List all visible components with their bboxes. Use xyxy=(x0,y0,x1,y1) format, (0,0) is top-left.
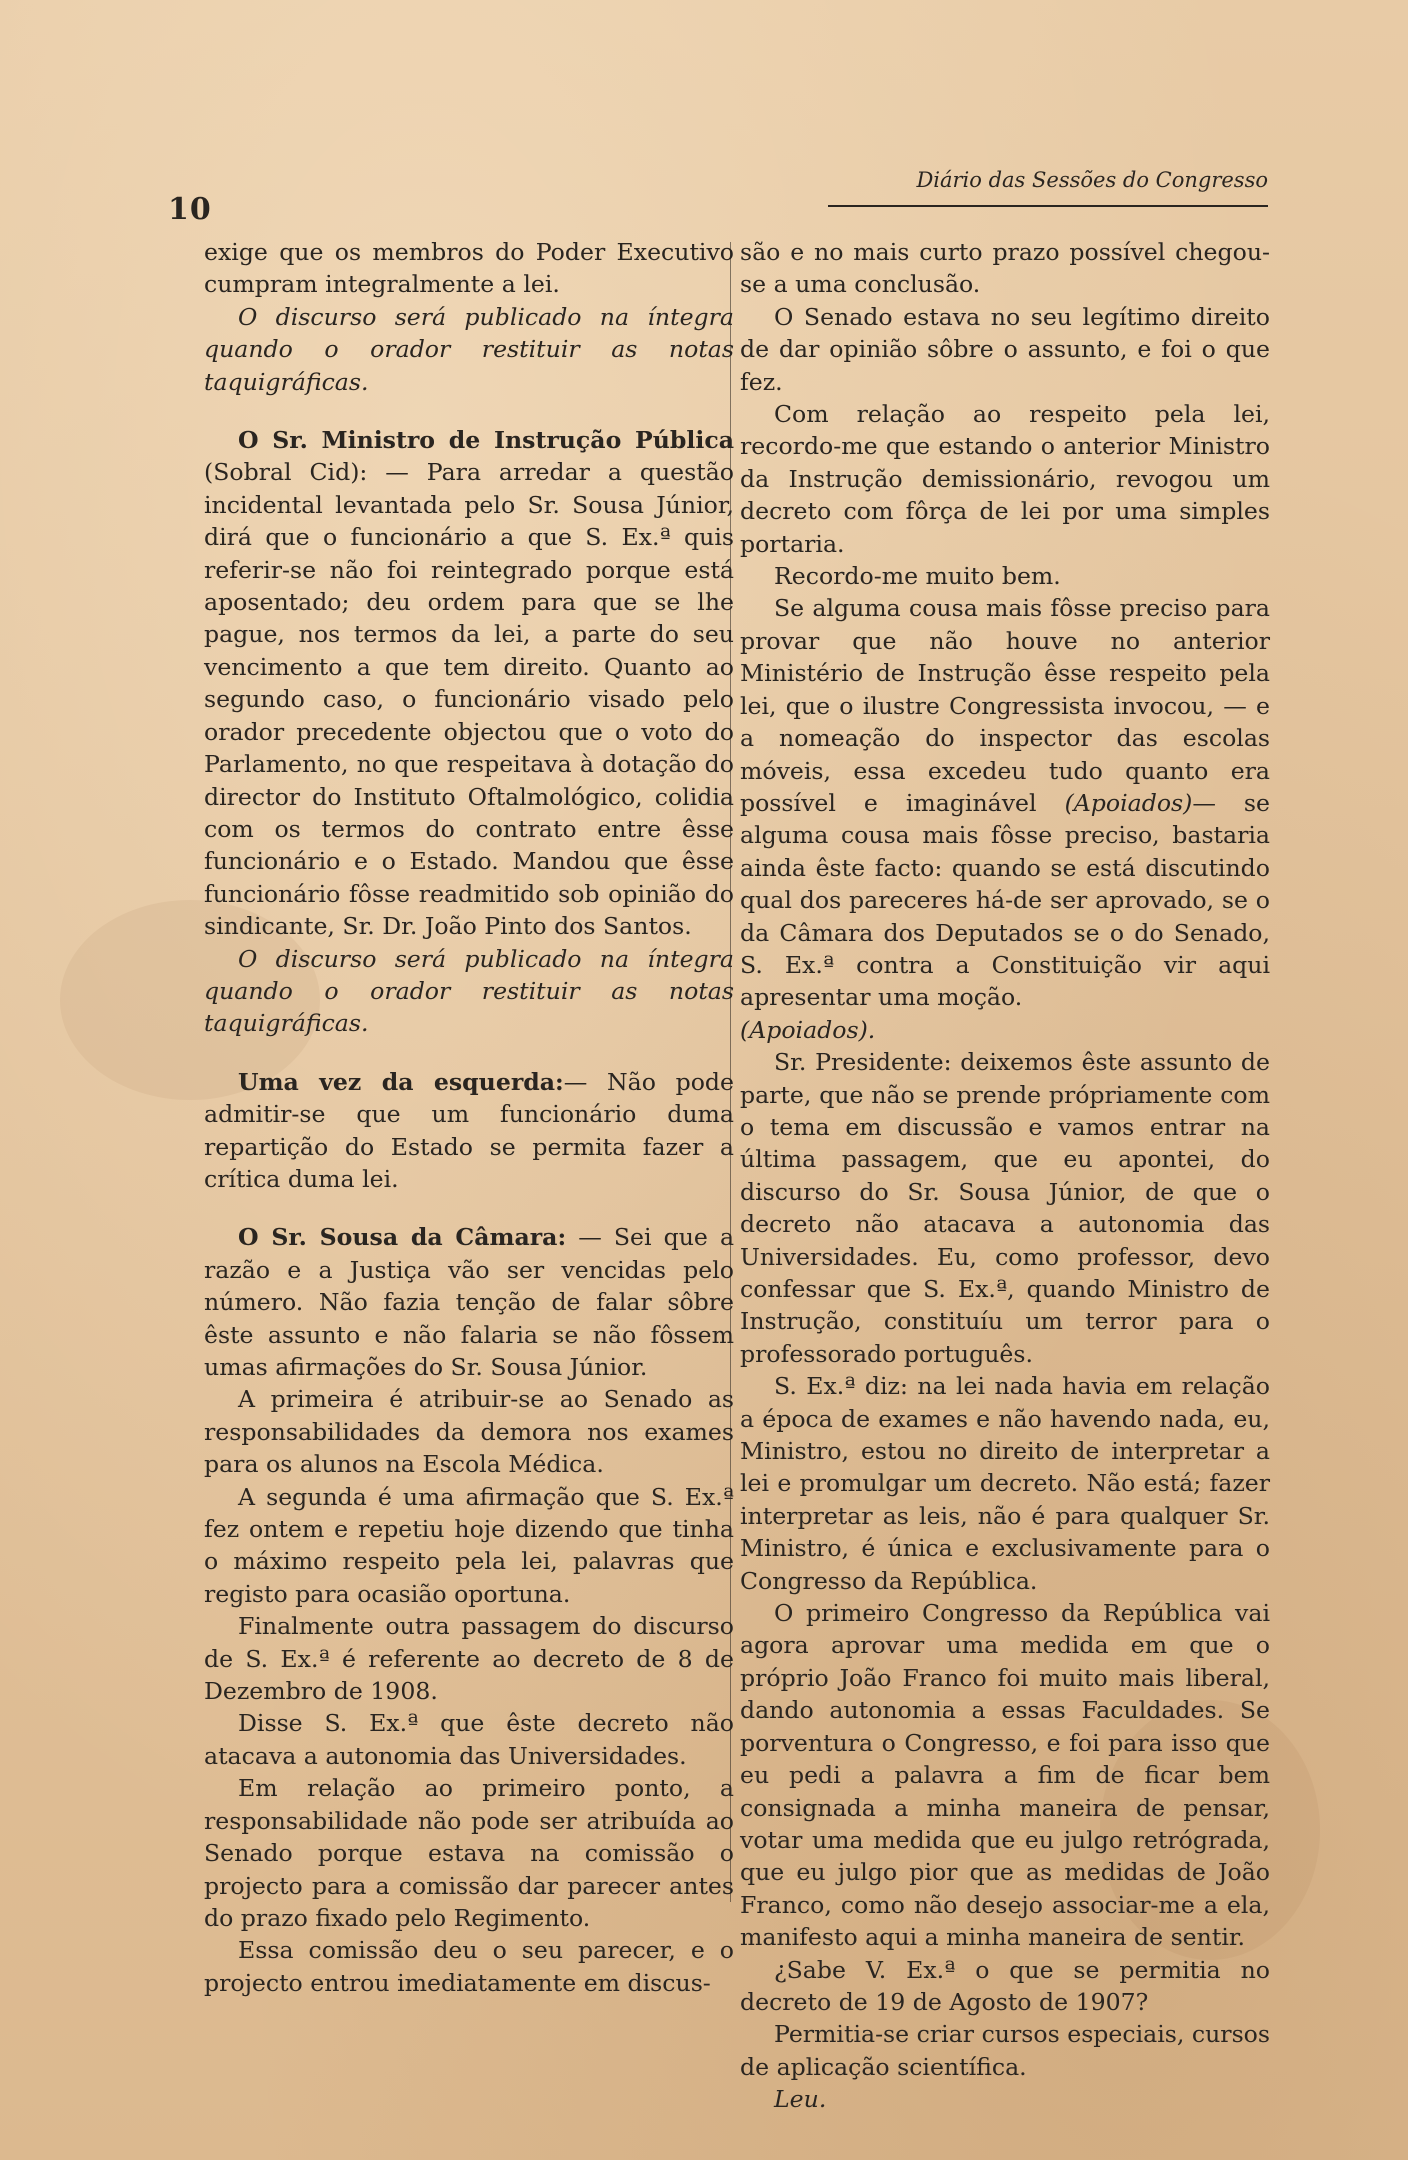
editorial-note: O discurso será publicado na íntegra quando o orador restituir as notas taquigráficas. xyxy=(204,944,734,1038)
speech-text: Se alguma cousa mais fôsse preciso para provar que não houve no anterior Ministério de Instrução êsse respeito pela lei, que o ilustre Congressista invocou, — e a nomeação do inspector das escolas móveis, essa excedeu tudo quanto era possível e imaginável xyxy=(740,594,1270,817)
page-number: 10 xyxy=(168,192,212,227)
paragraph: A segunda é uma afirmação que S. Ex.ª fez ontem e repetiu hoje dizendo que tinha o máximo respeito pela lei, palavras que registo para ocasião oportuna. xyxy=(204,1482,734,1608)
stage-direction: Leu. xyxy=(774,2085,827,2114)
paragraph: A primeira é atribuir-se ao Senado as responsabilidades da demora nos exames para os alunos na Escola Médica. xyxy=(204,1385,734,1479)
applause-note: (Apoiados) xyxy=(1064,788,1193,817)
speech-text: — Não pode admitir-se que um funcionário duma repartição do Estado se permita fazer a crítica duma lei. xyxy=(204,1067,734,1193)
paragraph: Essa comissão deu o seu parecer, e o projecto entrou imediatamente em discus- xyxy=(204,1936,734,1997)
paragraph: Finalmente outra passagem do discurso de S. Ex.ª é referente ao decreto de 8 de Dezembro de 1908. xyxy=(204,1612,734,1706)
editorial-note: O discurso será publicado na íntegra quando o orador restituir as notas taquigráficas. xyxy=(204,302,734,396)
paragraph xyxy=(204,1066,734,1196)
paragraph: exige que os membros do Poder Executivo cumpram integralmente a lei. xyxy=(204,238,734,299)
paragraph: S. Ex.ª diz: na lei nada havia em relação a época de exames e não havendo nada, eu, Ministro, estou no direito de interpretar a lei e promulgar um decreto. Não está; fazer interpretar as leis, não é para qualquer Sr. Ministro, é única e exclusivamente para o Congresso da República. xyxy=(740,1372,1270,1595)
paragraph xyxy=(740,592,1270,1013)
paragraph: O primeiro Congresso da República vai agora aprovar uma medida em que o próprio João Franco foi muito mais liberal, dando autonomia a essas Faculdades. Se porventura o Congresso, e foi para isso que eu pedi a palavra a fim de ficar bem consignada a minha maneira de pensar, votar uma medida que eu julgo retrógrada, que eu julgo pior que as medidas de João Franco, como não desejo associar-me a ela, manifesto aqui a minha maneira de sentir. xyxy=(740,1599,1270,1952)
right-column xyxy=(740,236,1270,2116)
paragraph: Recordo-me muito bem. xyxy=(774,562,1061,591)
paragraph: são e no mais curto prazo possível chegou-se a uma conclusão. xyxy=(740,238,1270,299)
speaker-name: Uma vez da esquerda: xyxy=(238,1067,564,1096)
paragraph: O Senado estava no seu legítimo direito de dar opinião sôbre o assunto, e foi o que fez. xyxy=(740,302,1270,396)
header-rule xyxy=(828,205,1268,207)
paragraph: Com relação ao respeito pela lei, recordo-me que estando o anterior Ministro da Instrução demissionário, revogou um decreto com fôrça de lei por uma simples portaria. xyxy=(740,400,1270,558)
paragraph: Permitia-se criar cursos especiais, cursos de aplicação scientífica. xyxy=(740,2020,1270,2081)
speech-text: — se alguma cousa mais fôsse preciso, bastaria ainda êste facto: quando se está discutindo qual dos pareceres há-de ser aprovado, se o da Câmara dos Deputados se o do Senado, S. Ex.ª contra a Constituição vir aqui apresentar uma moção. xyxy=(740,788,1271,1012)
paragraph: ¿Sabe V. Ex.ª o que se permitia no decreto de 19 de Agosto de 1907? xyxy=(740,1955,1270,2016)
speech-text: — Sei que a razão e a Justiça vão ser vencidas pelo número. Não fazia tenção de falar sôbre êste assunto e não falaria se não fôssem umas afirmações do Sr. Sousa Júnior. xyxy=(204,1223,735,1381)
paragraph xyxy=(204,424,734,943)
paragraph: Em relação ao primeiro ponto, a responsabilidade não pode ser atribuída ao Senado porque estava na comissão o projecto para a comissão dar parecer antes do prazo fixado pelo Regimento. xyxy=(204,1774,734,1932)
paragraph xyxy=(204,1221,734,1383)
speaker-name: O Sr. Ministro de Instrução Pública xyxy=(238,426,734,455)
applause-note: (Apoiados). xyxy=(740,1015,876,1044)
paragraph: Disse S. Ex.ª que êste decreto não atacava a autonomia das Universidades. xyxy=(204,1709,734,1770)
paragraph: Sr. Presidente: deixemos êste assunto de parte, que não se prende própriamente com o tema em discussão e vamos entrar na última passagem, que eu apontei, do discurso do Sr. Sousa Júnior, de que o decreto não atacava a autonomia das Universidades. Eu, como professor, devo confessar que S. Ex.ª, quando Ministro de Instrução, constituíu um terror para o professorado português. xyxy=(740,1048,1270,1368)
speech-text: (Sobral Cid): — Para arredar a questão incidental levantada pelo Sr. Sousa Júnior, dirá que o funcionário a que S. Ex.ª quis referir-se não foi reintegrado porque está aposentado; deu ordem para que se lhe pague, nos termos da lei, a parte do seu vencimento a que tem direito. Quanto ao segundo caso, o funcionário visado pelo orador precedente objectou que o voto do Parlamento, no que respeitava à dotação do director do Instituto Oftalmológico, colidia com os termos do contrato entre êsse funcionário e o Estado. Mandou que êsse funcionário fôsse readmitido sob opinião do sindicante, Sr. Dr. João Pinto dos Santos. xyxy=(204,458,734,941)
running-title: Diário das Sessões do Congresso xyxy=(916,168,1268,192)
left-column xyxy=(204,236,734,1999)
speaker-name: O Sr. Sousa da Câmara: xyxy=(238,1223,567,1252)
